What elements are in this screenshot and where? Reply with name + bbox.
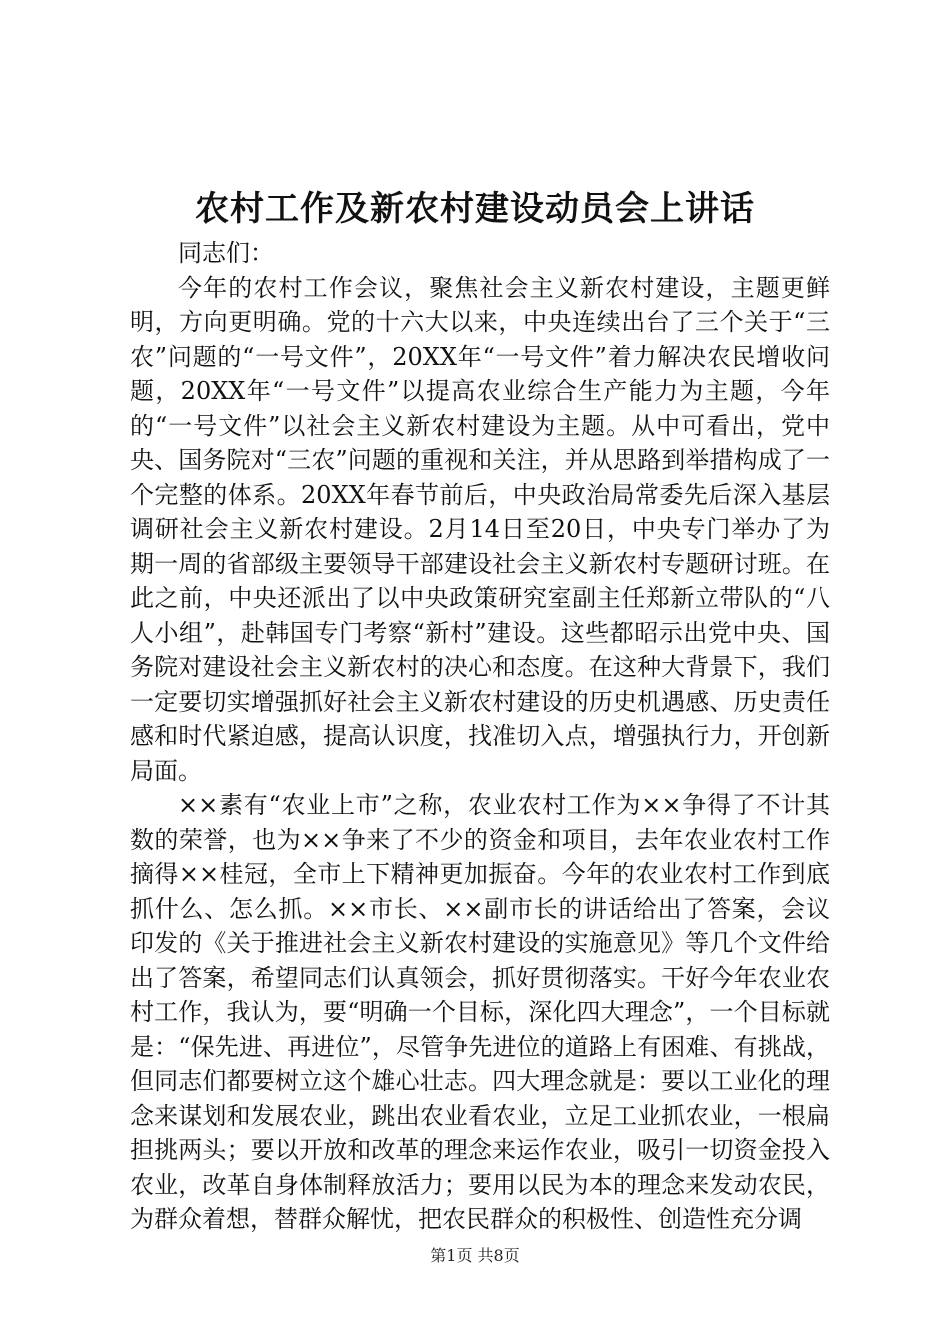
document-body (130, 236, 830, 1237)
salutation: 同志们： (178, 239, 274, 267)
paragraph-2: ××素有“农业上市”之称，农业农村工作为××争得了不计其数的荣誉，也为××争来了不少的资金和项目，去年农业农村工作摘得××桂冠，全市上下精神更加振奋。今年的农业农村工作到底抓什么、怎么抓。××市长、××副市长的讲话给出了答案，会议印发的《关于推进社会主义新农村建设的实施意见》等几个文件给出了答案，希望同志们认真领会，抓好贯彻落实。干好今年农业农村工作，我认为，要“明确一个目标，深化四大理念”，一个目标就是：“保先进、再进位”，尽管争先进位的道路上有困难、有挑战，但同志们都要树立这个雄心壮志。四大理念就是：要以工业化的理念来谋划和发展农业，跳出农业看农业，立足工业抓农业，一根扁担挑两头；要以开放和改革的理念来运作农业，吸引一切资金投入农业，改革自身体制释放活力；要用以民为本的理念来发动农民，为群众着想，替群众解忧，把农民群众的积极性、创造性充分调 (130, 791, 830, 1233)
paragraph-1: 今年的农村工作会议，聚焦社会主义新农村建设，主题更鲜明，方向更明确。党的十六大以来，中央连续出台了三个关于“三农”问题的“一号文件”，20XX年“一号文件”着力解决农民增收问题，20XX年“一号文件”以提高农业综合生产能力为主题，今年的“一号文件”以社会主义新农村建设为主题。从中可看出，党中央、国务院对“三农”问题的重视和关注，并从思路到举措构成了一个完整的体系。20XX年春节前后，中央政治局常委先后深入基层调研社会主义新农村建设。2月14日至20日，中央专门举办了为期一周的省部级主要领导干部建设社会主义新农村专题研讨班。在此之前，中央还派出了以中央政策研究室副主任郑新立带队的“八人小组”，赴韩国专门考察“新村”建设。这些都昭示出党中央、国务院对建设社会主义新农村的决心和态度。在这种大背景下，我们一定要切实增强抓好社会主义新农村建设的历史机遇感、历史责任感和时代紧迫感，提高认识度，找准切入点，增强执行力，开创新局面。 (130, 273, 830, 785)
document-title: 农村工作及新农村建设动员会上讲话 (195, 189, 755, 229)
page-number: 第1页 共8页 (430, 1246, 520, 1265)
